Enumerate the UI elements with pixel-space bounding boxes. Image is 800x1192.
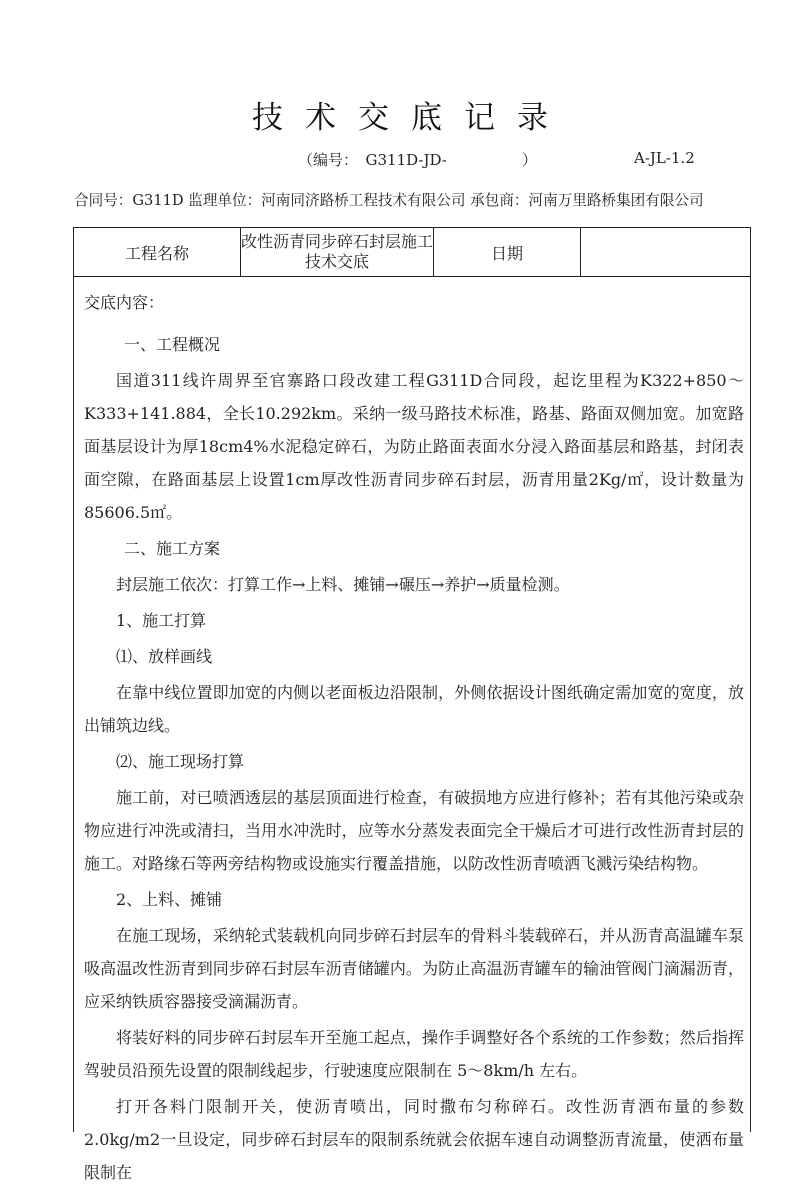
paragraph: 在施工现场，采纳轮式装载机向同步碎石封层车的骨料斗装载碎石，并从沥青高温罐车泵吸高温改性沥青到同步碎石封层车沥青储罐内。为防止高温沥青罐车的输油管阀门滴漏沥青，应采纳铁质容器接受滴漏沥青。	[84, 926, 744, 1011]
header-row	[74, 228, 750, 277]
record-table	[73, 227, 751, 1182]
contract-info: 合同号：G311D 监理单位：河南同济路桥工程技术有限公司 承包商：河南万里路桥集团有限公司	[74, 192, 704, 209]
date-label: 日期	[434, 228, 581, 276]
section-heading: 二、施工方案	[124, 539, 221, 558]
paragraph: 施工前，对已喷洒透层的基层顶面进行检查，有破损地方应进行修补；若有其他污染或杂物应进行冲洗或清扫，当用水冲洗时，应等水分蒸发表面完全干燥后才可进行改性沥青封层的施工。对路缘石等两旁结构物或设施实行覆盖措施，以防改性沥青喷洒飞溅污染结构物。	[84, 788, 744, 873]
document-title: 技术交底记录	[252, 100, 570, 136]
document-meta	[0, 149, 800, 171]
paragraph: 国道311线许周界至官寨路口段改建工程G311D合同段，起讫里程为K322+850～K333+141.884，全长10.292km。采纳一级马路技术标准，路基、路面双侧加宽。加宽路面基层设计为厚18cm4%水泥稳定碎石，为防止路面表面水分浸入路面基层和路基，封闭表面空隙，在路面基层上设置1cm厚改性沥青同步碎石封层，沥青用量2Kg/㎡，设计数量为85606.5㎡。	[84, 371, 744, 522]
record-number-close: ）	[522, 151, 538, 169]
project-name-label: 工程名称	[74, 228, 241, 276]
content-label: 交底内容：	[84, 293, 165, 312]
subsection-heading: 1、施工打算	[116, 611, 207, 630]
section-heading: 一、工程概况	[124, 335, 221, 354]
record-number: （编号： G311D-JD-	[298, 151, 447, 169]
paragraph: 封层施工依次：打算工作→上料、摊铺→碾压→养护→质量检测。	[116, 575, 570, 594]
project-name-value: 改性沥青同步碎石封层施工技术交底	[241, 228, 434, 276]
subsection-heading: 2、上料、摊铺	[116, 890, 223, 909]
briefing-content	[84, 286, 744, 1192]
paragraph: 将装好料的同步碎石封层车开至施工起点，操作手调整好各个系统的工作参数；然后指挥驾驶员沿预先设置的限制线起步，行驶速度应限制在 5～8km/h 左右。	[84, 1028, 744, 1080]
subsection-heading: ⑵、施工现场打算	[116, 752, 245, 771]
form-id: A-JL-1.2	[634, 149, 695, 167]
date-value	[581, 228, 750, 276]
paragraph: 在靠中线位置即加宽的内侧以老面板边沿限制，外侧依据设计图纸确定需加宽的宽度，放出铺筑边线。	[84, 683, 744, 735]
subsection-heading: ⑴、放样画线	[116, 647, 213, 666]
paragraph: 打开各料门限制开关，使沥青喷出，同时撒布匀称碎石。改性沥青洒布量的参数 2.0kg/m2一旦设定，同步碎石封层车的限制系统就会依据车速自动调整沥青流量，使洒布量限制在	[84, 1097, 744, 1182]
